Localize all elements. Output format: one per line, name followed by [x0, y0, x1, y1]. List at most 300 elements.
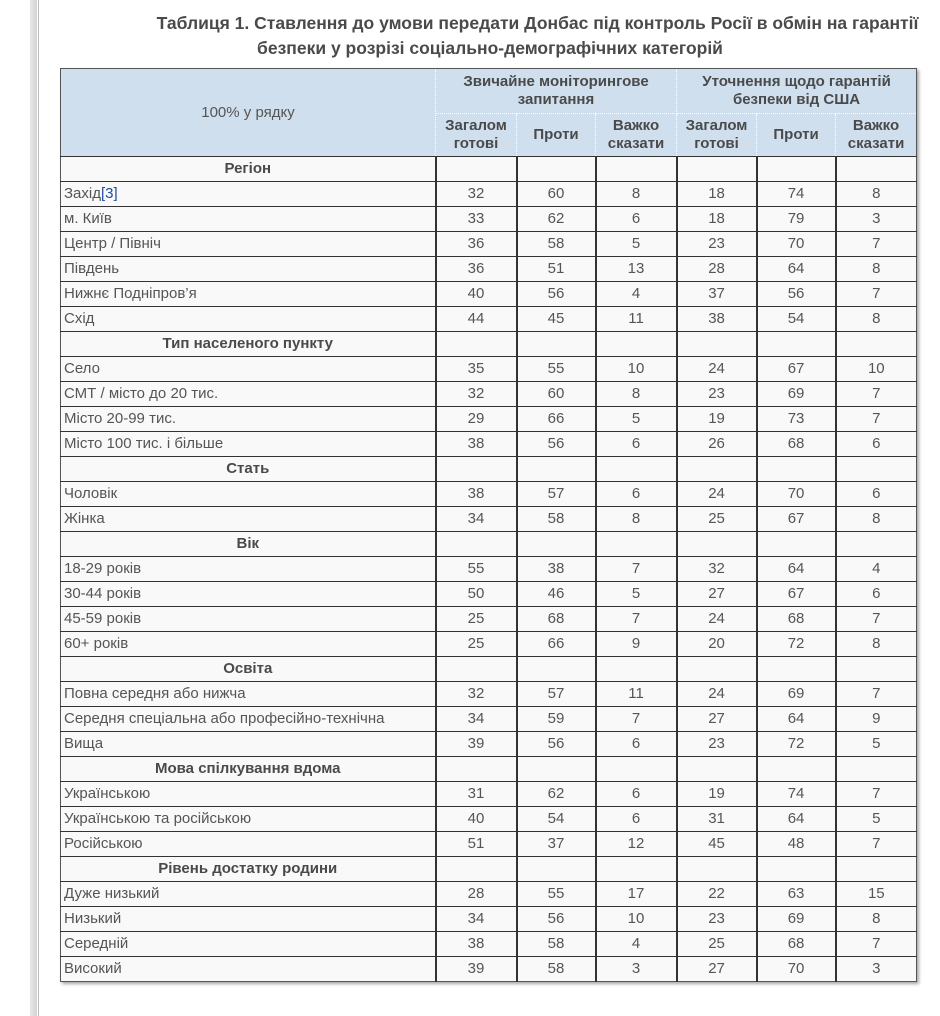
value-cell: 72 — [757, 732, 836, 757]
empty-cell — [757, 332, 836, 357]
value-cell: 40 — [436, 807, 517, 832]
value-cell: 39 — [436, 732, 517, 757]
row-label-cell — [61, 432, 436, 457]
value-cell: 6 — [596, 432, 677, 457]
sub-header: Проти — [517, 114, 596, 157]
empty-cell — [436, 332, 517, 357]
row-label: Захід — [64, 185, 101, 202]
table-row — [61, 932, 917, 957]
value-cell: 23 — [677, 907, 757, 932]
empty-cell — [596, 157, 677, 182]
row-label-cell — [61, 707, 436, 732]
value-cell: 8 — [836, 182, 917, 207]
sub-header: Важко сказати — [836, 114, 917, 157]
section-row — [61, 332, 917, 357]
value-cell: 58 — [517, 507, 596, 532]
value-cell: 45 — [677, 832, 757, 857]
row-label-cell — [61, 357, 436, 382]
value-cell: 7 — [836, 282, 917, 307]
empty-cell — [436, 657, 517, 682]
row-label-cell — [61, 682, 436, 707]
value-cell: 58 — [517, 232, 596, 257]
section-row — [61, 657, 917, 682]
empty-cell — [517, 157, 596, 182]
row-label: Повна середня або нижча — [64, 685, 246, 702]
value-cell: 6 — [836, 432, 917, 457]
section-row — [61, 157, 917, 182]
value-cell: 69 — [757, 682, 836, 707]
value-cell: 19 — [677, 782, 757, 807]
value-cell: 37 — [677, 282, 757, 307]
row-label: Нижнє Подніпров’я — [64, 285, 197, 302]
empty-cell — [677, 332, 757, 357]
row-label-cell — [61, 782, 436, 807]
row-label-cell — [61, 382, 436, 407]
empty-cell — [836, 532, 917, 557]
value-cell: 24 — [677, 357, 757, 382]
value-cell: 20 — [677, 632, 757, 657]
empty-cell — [517, 332, 596, 357]
value-cell: 28 — [436, 882, 517, 907]
section-row — [61, 857, 917, 882]
value-cell: 5 — [596, 407, 677, 432]
empty-cell — [757, 657, 836, 682]
empty-cell — [596, 532, 677, 557]
row-label: Чоловік — [64, 485, 118, 502]
caption-line-1: Таблиця 1. Ставлення до умови передати Донбас під контроль Росії в обмін на гарантії — [156, 13, 919, 33]
empty-cell — [677, 532, 757, 557]
value-cell: 67 — [757, 507, 836, 532]
table-row — [61, 957, 917, 982]
value-cell: 9 — [836, 707, 917, 732]
table-row — [61, 732, 917, 757]
value-cell: 10 — [596, 907, 677, 932]
value-cell: 15 — [836, 882, 917, 907]
sub-header: Проти — [757, 114, 836, 157]
table-row — [61, 607, 917, 632]
value-cell: 26 — [677, 432, 757, 457]
empty-cell — [836, 657, 917, 682]
empty-cell — [596, 457, 677, 482]
row-label-cell — [61, 232, 436, 257]
value-cell: 68 — [757, 607, 836, 632]
value-cell: 11 — [596, 682, 677, 707]
value-cell: 34 — [436, 907, 517, 932]
empty-cell — [836, 757, 917, 782]
row-label-cell — [61, 207, 436, 232]
value-cell: 6 — [836, 582, 917, 607]
value-cell: 70 — [757, 482, 836, 507]
value-cell: 48 — [757, 832, 836, 857]
table-row — [61, 557, 917, 582]
empty-cell — [517, 657, 596, 682]
table-row — [61, 207, 917, 232]
value-cell: 7 — [836, 382, 917, 407]
value-cell: 29 — [436, 407, 517, 432]
table-row — [61, 357, 917, 382]
value-cell: 8 — [596, 182, 677, 207]
empty-cell — [757, 532, 836, 557]
page-left-border — [38, 0, 39, 1016]
value-cell: 66 — [517, 407, 596, 432]
value-cell: 55 — [517, 357, 596, 382]
value-cell: 66 — [517, 632, 596, 657]
value-cell: 7 — [596, 557, 677, 582]
value-cell: 31 — [677, 807, 757, 832]
table-row — [61, 482, 917, 507]
value-cell: 6 — [596, 207, 677, 232]
value-cell: 31 — [436, 782, 517, 807]
value-cell: 5 — [836, 732, 917, 757]
sub-header: Важко сказати — [596, 114, 677, 157]
section-heading: Освіта — [61, 657, 436, 682]
value-cell: 12 — [596, 832, 677, 857]
row-label: Південь — [64, 260, 120, 277]
sub-header: Загалом готові — [436, 114, 517, 157]
empty-cell — [757, 457, 836, 482]
value-cell: 68 — [517, 607, 596, 632]
value-cell: 5 — [596, 582, 677, 607]
value-cell: 32 — [677, 557, 757, 582]
row-label-cell — [61, 507, 436, 532]
value-cell: 64 — [757, 707, 836, 732]
value-cell: 40 — [436, 282, 517, 307]
value-cell: 7 — [836, 832, 917, 857]
empty-cell — [677, 857, 757, 882]
value-cell: 68 — [757, 432, 836, 457]
value-cell: 17 — [596, 882, 677, 907]
value-cell: 27 — [677, 582, 757, 607]
empty-cell — [836, 857, 917, 882]
table-row — [61, 682, 917, 707]
row-label: Дуже низький — [64, 885, 160, 902]
value-cell: 67 — [757, 582, 836, 607]
value-cell: 54 — [517, 807, 596, 832]
value-cell: 7 — [836, 932, 917, 957]
value-cell: 8 — [596, 382, 677, 407]
value-cell: 38 — [677, 307, 757, 332]
value-cell: 38 — [436, 932, 517, 957]
value-cell: 24 — [677, 607, 757, 632]
value-cell: 44 — [436, 307, 517, 332]
empty-cell — [436, 157, 517, 182]
row-label: Середня спеціальна або професійно-технічна — [64, 710, 385, 727]
value-cell: 8 — [836, 507, 917, 532]
section-heading: Вік — [61, 532, 436, 557]
value-cell: 6 — [596, 807, 677, 832]
value-cell: 55 — [517, 882, 596, 907]
section-heading: Тип населеного пункту — [61, 332, 436, 357]
value-cell: 45 — [517, 307, 596, 332]
value-cell: 67 — [757, 357, 836, 382]
row-label: Українською та російською — [64, 810, 252, 827]
value-cell: 37 — [517, 832, 596, 857]
value-cell: 58 — [517, 957, 596, 982]
value-cell: 11 — [596, 307, 677, 332]
table-header — [61, 69, 917, 157]
empty-cell — [757, 857, 836, 882]
row-label-cell — [61, 557, 436, 582]
table-row — [61, 282, 917, 307]
row-label: Місто 100 тис. і більше — [64, 435, 224, 452]
value-cell: 32 — [436, 182, 517, 207]
value-cell: 70 — [757, 957, 836, 982]
value-cell: 6 — [596, 482, 677, 507]
value-cell: 38 — [436, 482, 517, 507]
value-cell: 38 — [517, 557, 596, 582]
value-cell: 8 — [836, 307, 917, 332]
value-cell: 39 — [436, 957, 517, 982]
empty-cell — [836, 457, 917, 482]
row-label-cell — [61, 882, 436, 907]
section-row — [61, 532, 917, 557]
value-cell: 9 — [596, 632, 677, 657]
row-label-cell — [61, 307, 436, 332]
empty-cell — [677, 457, 757, 482]
table-row — [61, 307, 917, 332]
empty-cell — [436, 857, 517, 882]
table-body — [61, 157, 917, 982]
row-label: м. Київ — [64, 210, 112, 227]
value-cell: 23 — [677, 382, 757, 407]
section-heading: Регіон — [61, 157, 436, 182]
empty-cell — [757, 757, 836, 782]
row-label-cell — [61, 732, 436, 757]
value-cell: 55 — [436, 557, 517, 582]
value-cell: 3 — [836, 957, 917, 982]
value-cell: 24 — [677, 682, 757, 707]
section-heading: Мова спілкування вдома — [61, 757, 436, 782]
value-cell: 25 — [677, 507, 757, 532]
value-cell: 25 — [436, 632, 517, 657]
empty-cell — [436, 757, 517, 782]
value-cell: 54 — [757, 307, 836, 332]
sub-header: Загалом готові — [677, 114, 757, 157]
value-cell: 7 — [596, 607, 677, 632]
value-cell: 8 — [836, 632, 917, 657]
row-label: Українською — [64, 785, 151, 802]
row-label: Вища — [64, 735, 104, 752]
value-cell: 3 — [836, 207, 917, 232]
value-cell: 3 — [596, 957, 677, 982]
corner-header: 100% у рядку — [61, 69, 436, 157]
value-cell: 56 — [517, 282, 596, 307]
empty-cell — [596, 757, 677, 782]
value-cell: 79 — [757, 207, 836, 232]
table-row — [61, 882, 917, 907]
row-label-cell — [61, 182, 436, 207]
row-label-cell — [61, 932, 436, 957]
table-row — [61, 707, 917, 732]
value-cell: 7 — [836, 682, 917, 707]
row-label: 18-29 років — [64, 560, 142, 577]
caption-line-2: безпеки у розрізі соціально-демографічних категорій — [257, 38, 723, 58]
empty-cell — [677, 757, 757, 782]
value-cell: 57 — [517, 482, 596, 507]
table-row — [61, 507, 917, 532]
footnote-link[interactable]: [3] — [101, 185, 118, 202]
row-label-cell — [61, 632, 436, 657]
value-cell: 19 — [677, 407, 757, 432]
value-cell: 72 — [757, 632, 836, 657]
value-cell: 24 — [677, 482, 757, 507]
value-cell: 59 — [517, 707, 596, 732]
value-cell: 32 — [436, 382, 517, 407]
empty-cell — [836, 157, 917, 182]
row-label: Високий — [64, 960, 122, 977]
table-row — [61, 907, 917, 932]
row-label: Жінка — [64, 510, 105, 527]
value-cell: 63 — [757, 882, 836, 907]
value-cell: 56 — [757, 282, 836, 307]
table-row — [61, 257, 917, 282]
row-label: 30-44 років — [64, 585, 142, 602]
value-cell: 36 — [436, 232, 517, 257]
value-cell: 6 — [836, 482, 917, 507]
empty-cell — [596, 857, 677, 882]
value-cell: 34 — [436, 707, 517, 732]
value-cell: 4 — [836, 557, 917, 582]
value-cell: 64 — [757, 257, 836, 282]
row-label: Центр / Північ — [64, 235, 161, 252]
value-cell: 46 — [517, 582, 596, 607]
value-cell: 57 — [517, 682, 596, 707]
value-cell: 56 — [517, 732, 596, 757]
value-cell: 8 — [596, 507, 677, 532]
empty-cell — [517, 857, 596, 882]
value-cell: 18 — [677, 182, 757, 207]
value-cell: 68 — [757, 932, 836, 957]
value-cell: 8 — [836, 257, 917, 282]
value-cell: 62 — [517, 207, 596, 232]
value-cell: 69 — [757, 907, 836, 932]
table-row — [61, 582, 917, 607]
table-row — [61, 782, 917, 807]
row-label: Село — [64, 360, 100, 377]
value-cell: 6 — [596, 732, 677, 757]
value-cell: 6 — [596, 782, 677, 807]
value-cell: 51 — [436, 832, 517, 857]
row-label-cell — [61, 482, 436, 507]
value-cell: 23 — [677, 732, 757, 757]
row-label: Місто 20-99 тис. — [64, 410, 176, 427]
value-cell: 32 — [436, 682, 517, 707]
empty-cell — [517, 532, 596, 557]
value-cell: 69 — [757, 382, 836, 407]
value-cell: 35 — [436, 357, 517, 382]
table-row — [61, 432, 917, 457]
row-label: СМТ / місто до 20 тис. — [64, 385, 219, 402]
value-cell: 60 — [517, 182, 596, 207]
value-cell: 25 — [436, 607, 517, 632]
section-row — [61, 457, 917, 482]
row-label: Низький — [64, 910, 122, 927]
value-cell: 22 — [677, 882, 757, 907]
value-cell: 8 — [836, 907, 917, 932]
value-cell: 5 — [836, 807, 917, 832]
row-label: 45-59 років — [64, 610, 142, 627]
value-cell: 74 — [757, 782, 836, 807]
group-header-standard: Звичайне моніторингове запитання — [436, 69, 677, 114]
value-cell: 64 — [757, 807, 836, 832]
table-row — [61, 407, 917, 432]
empty-cell — [596, 332, 677, 357]
empty-cell — [677, 157, 757, 182]
value-cell: 73 — [757, 407, 836, 432]
survey-table — [60, 68, 917, 982]
value-cell: 58 — [517, 932, 596, 957]
empty-cell — [517, 457, 596, 482]
value-cell: 7 — [596, 707, 677, 732]
row-label-cell — [61, 257, 436, 282]
empty-cell — [757, 157, 836, 182]
value-cell: 36 — [436, 257, 517, 282]
value-cell: 33 — [436, 207, 517, 232]
empty-cell — [836, 332, 917, 357]
value-cell: 18 — [677, 207, 757, 232]
empty-cell — [436, 532, 517, 557]
value-cell: 51 — [517, 257, 596, 282]
row-label: Середній — [64, 935, 129, 952]
empty-cell — [436, 457, 517, 482]
row-label: 60+ років — [64, 635, 129, 652]
page-left-gutter — [30, 0, 37, 1016]
row-label-cell — [61, 957, 436, 982]
value-cell: 13 — [596, 257, 677, 282]
value-cell: 62 — [517, 782, 596, 807]
value-cell: 25 — [677, 932, 757, 957]
value-cell: 10 — [836, 357, 917, 382]
value-cell: 64 — [757, 557, 836, 582]
row-label-cell — [61, 407, 436, 432]
value-cell: 28 — [677, 257, 757, 282]
empty-cell — [517, 757, 596, 782]
value-cell: 7 — [836, 782, 917, 807]
value-cell: 4 — [596, 932, 677, 957]
value-cell: 5 — [596, 232, 677, 257]
value-cell: 27 — [677, 707, 757, 732]
value-cell: 74 — [757, 182, 836, 207]
value-cell: 27 — [677, 957, 757, 982]
table-caption — [60, 11, 920, 61]
row-label-cell — [61, 607, 436, 632]
table-row — [61, 382, 917, 407]
row-label-cell — [61, 282, 436, 307]
value-cell: 50 — [436, 582, 517, 607]
value-cell: 4 — [596, 282, 677, 307]
value-cell: 34 — [436, 507, 517, 532]
value-cell: 56 — [517, 907, 596, 932]
table-row — [61, 832, 917, 857]
section-row — [61, 757, 917, 782]
value-cell: 7 — [836, 407, 917, 432]
empty-cell — [677, 657, 757, 682]
row-label-cell — [61, 907, 436, 932]
table-row — [61, 632, 917, 657]
value-cell: 7 — [836, 607, 917, 632]
table-row — [61, 232, 917, 257]
table-row — [61, 182, 917, 207]
row-label: Російською — [64, 835, 143, 852]
section-heading: Стать — [61, 457, 436, 482]
row-label: Схід — [64, 310, 95, 327]
value-cell: 70 — [757, 232, 836, 257]
value-cell: 38 — [436, 432, 517, 457]
empty-cell — [596, 657, 677, 682]
row-label-cell — [61, 832, 436, 857]
section-heading: Рівень достатку родини — [61, 857, 436, 882]
value-cell: 56 — [517, 432, 596, 457]
